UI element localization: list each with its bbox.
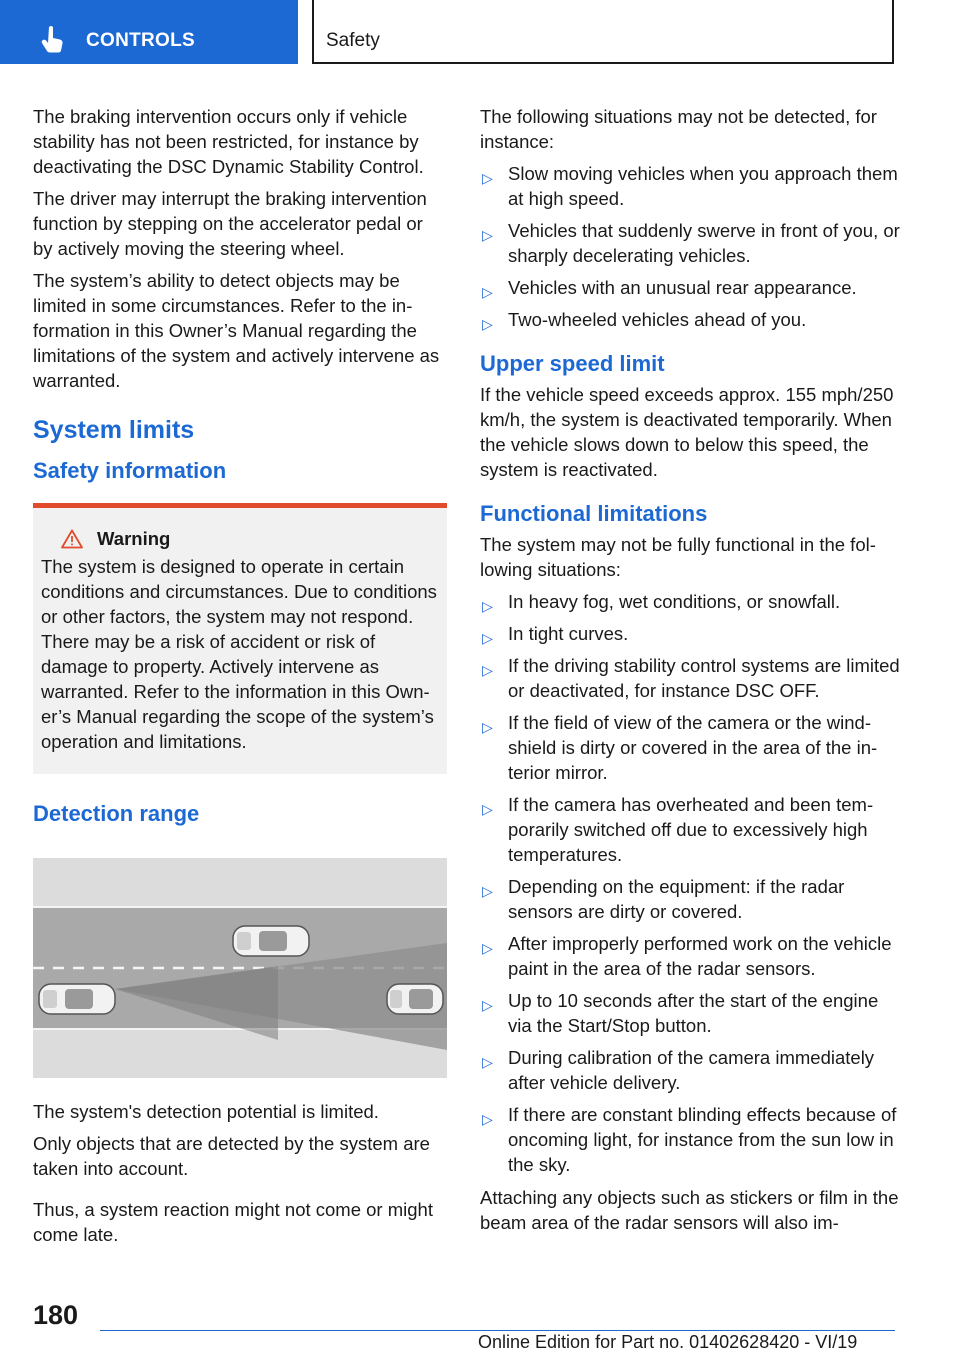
chapter-title: Safety — [326, 30, 380, 51]
heading-upper-speed-limit: Upper speed limit — [480, 351, 665, 376]
warning-text: The system is designed to operate in certain conditions and circumstances. Due to conditions or other factors, the system may not respond. There may be a risk of accident or risk of damage to property. Actively intervene as warranted. Refer to the information in this Owner’s Manual regarding the scope of the system’s operation and limitations. — [41, 556, 437, 752]
bullet-triangle-icon: ▷ — [482, 630, 493, 646]
paragraph: The following situations may not be detected, for instance: — [480, 106, 877, 152]
bullet-triangle-icon: ▷ — [482, 997, 493, 1013]
paragraph: The system’s ability to detect objects may be limited in some circumstances. Refer to the information in this Owner’s Manual regarding the limitations of the system and actively intervene as warranted. — [33, 270, 440, 391]
bullet-triangle-icon: ▷ — [482, 662, 493, 678]
bullet-triangle-icon: ▷ — [482, 1054, 493, 1070]
bullet-triangle-icon: ▷ — [482, 940, 493, 956]
footer-edition-text: Online Edition for Part no. 01402628420 - VI/19 — [478, 1332, 858, 1352]
paragraph: Attaching any objects such as stickers or film in the beam area of the radar sensors will also im- — [480, 1187, 899, 1233]
heading-safety-information: Safety information — [33, 458, 227, 483]
list-item: ▷ Vehicles that suddenly swerve in front of you, or sharply decelerating vehicles. — [482, 220, 900, 266]
paragraph: The system may not be fully functional in the following situations: — [480, 534, 876, 580]
car-icon — [233, 926, 309, 956]
bullet-triangle-icon: ▷ — [482, 284, 493, 300]
paragraph: The driver may interrupt the braking intervention function by stepping on the accelerator pedal or by actively moving the steering wheel. — [33, 188, 427, 259]
page-number: 180 — [33, 1300, 79, 1330]
paragraph: The system's detection potential is limited. — [33, 1101, 379, 1122]
section-tab-controls — [0, 0, 298, 64]
functional-limitations-list — [480, 589, 900, 1177]
list-item: ▷ Up to 10 seconds after the start of the engine via the Start/Stop button. — [482, 990, 879, 1036]
paragraph: Only objects that are detected by the system are taken into account. — [33, 1133, 430, 1179]
right-column — [480, 104, 900, 1242]
bullet-triangle-icon: ▷ — [482, 316, 493, 332]
bullet-triangle-icon: ▷ — [482, 598, 493, 614]
list-item: ▷ Vehicles with an unusual rear appearance. — [480, 275, 900, 300]
warning-triangle-icon — [61, 529, 83, 549]
warning-box — [33, 503, 447, 774]
paragraph: The braking intervention occurs only if vehicle stability has not been restricted, for instance by deactivating the DSC Dynamic Stability Control. — [33, 106, 424, 177]
section-tab-label: CONTROLS — [86, 30, 196, 51]
left-column — [33, 104, 447, 1254]
bullet-triangle-icon: ▷ — [482, 227, 493, 243]
list-item: ▷ Depending on the equipment: if the radar sensors are dirty or covered. — [482, 876, 845, 922]
list-item: ▷ After improperly performed work on the vehicle paint in the area of the radar sensors. — [482, 933, 892, 979]
list-item: ▷ During calibration of the camera immediately after vehicle delivery. — [482, 1047, 875, 1093]
list-item: ▷ If there are constant blinding effects because of oncoming light, for instance from the sun low in the sky. — [482, 1104, 897, 1175]
undetected-situations-list — [480, 161, 900, 332]
bullet-triangle-icon: ▷ — [482, 1111, 493, 1127]
heading-system-limits: System limits — [33, 416, 195, 444]
list-item: ▷ If the driving stability control systems are limited or deactivated, for instance DSC OFF. — [482, 655, 900, 701]
bullet-triangle-icon: ▷ — [482, 719, 493, 735]
list-item: ▷ If the camera has overheated and been temporarily switched off due to excessively high temperatures. — [482, 794, 874, 865]
list-item: ▷ Slow moving vehicles when you approach them at high speed. — [482, 163, 898, 209]
detection-range-illustration — [33, 858, 447, 1078]
bullet-triangle-icon: ▷ — [482, 883, 493, 899]
list-item: ▷ In tight curves. — [480, 621, 900, 646]
list-item: ▷ In heavy fog, wet conditions, or snowfall. — [480, 589, 900, 614]
paragraph: Thus, a system reaction might not come or might come late. — [33, 1199, 433, 1245]
footer-divider — [100, 1330, 895, 1331]
paragraph: If the vehicle speed exceeds approx. 155 mph/250 km/h, the system is deactivated temporarily. When the vehicle slows down to below this speed, the system is reactivated. — [480, 384, 894, 480]
chapter-tab — [312, 0, 894, 64]
list-item: ▷ If the field of view of the camera or the windshield is dirty or covered in the area of the interior mirror. — [482, 712, 878, 783]
list-item: ▷ Two-wheeled vehicles ahead of you. — [480, 307, 900, 332]
car-icon — [39, 984, 115, 1014]
heading-detection-range: Detection range — [33, 801, 200, 826]
bullet-triangle-icon: ▷ — [482, 170, 493, 186]
warning-title: Warning — [97, 528, 171, 549]
heading-functional-limitations: Functional limitations — [480, 501, 708, 526]
bullet-triangle-icon: ▷ — [482, 801, 493, 817]
car-icon — [387, 984, 443, 1014]
hand-pointer-icon — [38, 24, 68, 54]
